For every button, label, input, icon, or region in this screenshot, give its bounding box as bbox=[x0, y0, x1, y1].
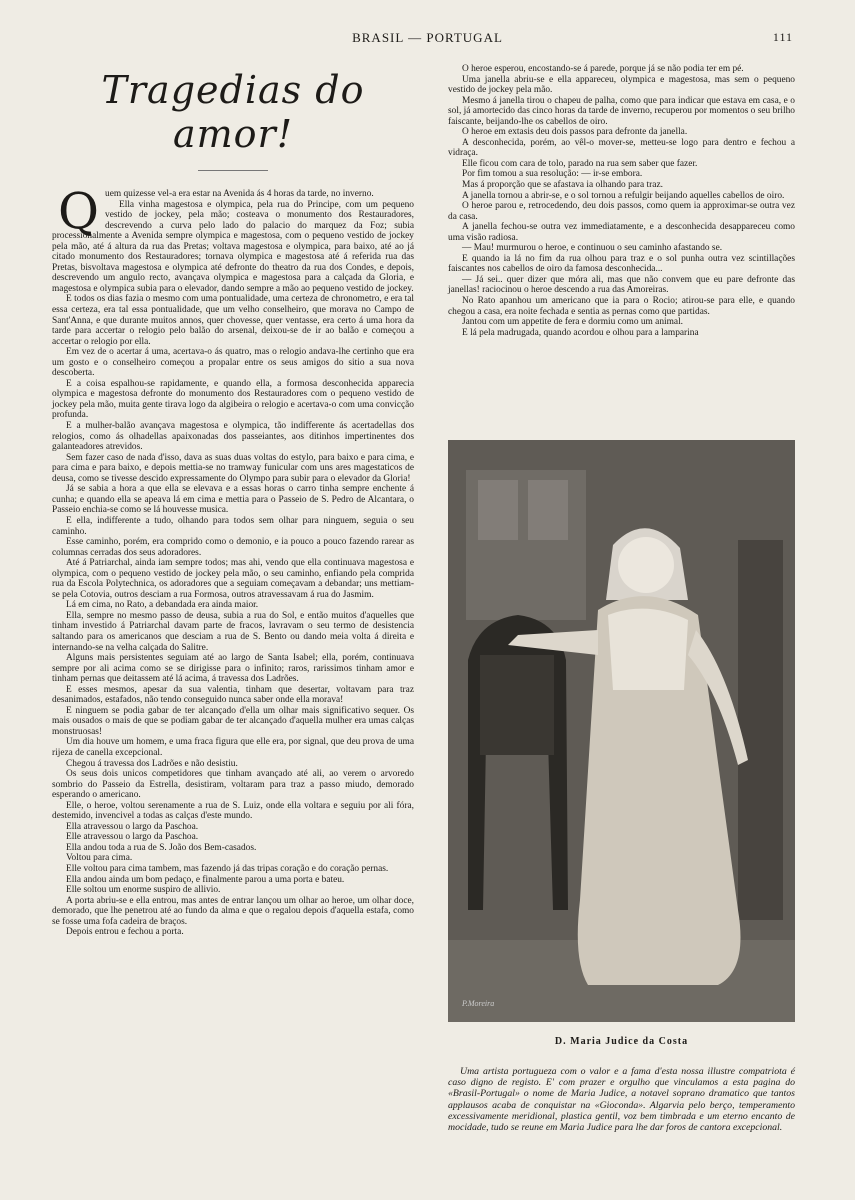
paragraph: Alguns mais persistentes seguiam até ao largo de Santa Isabel; ella, porém, continuava sempre por ali acima como se se dirigisse para o infinito; raros, rarissimos tinham amor e tinham pernas que deitassem até lá acima, á travessa dos Ladrões. bbox=[52, 653, 414, 685]
paragraph: Ella vinha magestosa e olympica, pela rua do Principe, com um pequeno vestido de jockey, pela mão; costeava o monumento dos Restauradores, descrevendo a curva pelo lado do palacio do marquez da Foz; subia processionalmente a Avenida sempre olympica e magestosa, com o pequeno vestido de jockey pela mão, até á altura da rua das Pretas; voltava magestosa e olympica, para baixo, até ao já citado monumento dos Restauradores; tornava olympica e magestosa até á referida rua das Pretas, bisvoltava magestosa e olympica até defronte do theatro da rua dos Condes, e depois, descrevendo um angulo recto, avançava olympica e magestosa para a calçada da Gloria, e magestosa e olympica subia para o elevador, dando sempre a mão ao pequeno vestido de jockey. bbox=[52, 199, 414, 294]
left-column bbox=[52, 60, 414, 938]
paragraph: E ninguem se podia gabar de ter alcançado d'ella um olhar mais significativo sequer. Os mais ousados o mais de que se podiam gabar de ter alcançado d'aquella mulher era umas calças monstruosas! bbox=[52, 705, 414, 737]
paragraph: — Mau! murmurou o heroe, e continuou o seu caminho afastando se. bbox=[462, 243, 723, 254]
paragraph-text: uem quizesse vel-a era estar na Avenida ás 4 horas da tarde, no inverno. bbox=[105, 189, 374, 199]
right-column-text bbox=[448, 64, 795, 338]
portrait-illustration bbox=[448, 440, 795, 1022]
paragraph: E a mulher-balão avançava magestosa e olympica, tão indifferente ás acertadellas dos relogios, como ás olhadellas apaixonadas dos passeiantes, aos ditinhos impertinentes dos galanteadores atrevidos. bbox=[52, 421, 414, 453]
paragraph: Ella, sempre no mesmo passo de deusa, subia a rua do Sol, e então muitos d'aquelles que tinham investido á Patriarchal davam parte de fracos, lavravam o seu termo de desistencia saltando para os americanos que desciam a rua de S. Bento ou dando meia volta á direita e internando-se na velha calçada do Salitre. bbox=[52, 610, 414, 653]
paragraph: Já se sabia a hora a que ella se elevava e a essas horas o carro tinha sempre enchente á cunha; e quando ella se apeava lá em cima e mettia para o Passeio de S. Pedro de Alcantara, o Passeio enchia-se como se lá houvesse musica. bbox=[52, 484, 414, 516]
paragraph: Mas á proporção que se afastava ia olhando para traz. bbox=[462, 180, 663, 191]
page-header bbox=[0, 30, 855, 50]
photo-caption: D. Maria Judice da Costa bbox=[554, 1036, 689, 1047]
paragraph: E lá pela madrugada, quando acordou e olhou para a lamparina bbox=[462, 327, 699, 338]
paragraph: Elle voltou para cima tambem, mas fazendo já das tripas coração e do coração pernas. bbox=[66, 864, 389, 874]
paragraph: A porta abriu-se e ella entrou, mas antes de entrar lançou um olhar ao heroe, um olhar doce, demorado, que lhe penetrou até ao fundo da alma e que o regalou depois d'aquella estafa, como se fosse uma fofa cadeira de braços. bbox=[52, 895, 414, 927]
paragraph: Jantou com um appetite de fera e dormiu como um animal. bbox=[462, 317, 684, 328]
paragraph: Elle, o heroe, voltou serenamente a rua de S. Luiz, onde ella voltara e seguiu por ali fóra, destemido, invencivel a todas as calças d'este mundo. bbox=[52, 800, 414, 822]
paragraph: Mesmo á janella tirou o chapeu de palha, como que para indicar que estava em casa, e o sol, já amortecido das cinco horas da tarde de inverno, recuperou por momentos o seu brilho faiscante, beijando-lhe os cabellos de oiro. bbox=[448, 95, 795, 127]
article-title: Tragedias do amor! bbox=[101, 68, 365, 156]
paragraph: A janella fechou-se outra vez immediatamente, e a desconhecida desappareceu como uma visão radiosa. bbox=[448, 222, 795, 243]
paragraph: Depois entrou e fechou a porta. bbox=[66, 927, 184, 938]
paragraph: Os seus dois unicos competidores que tinham avançado até ali, ao verem o arvoredo sombrio do Passeio da Estrella, desistiram, voltaram para traz a passo miudo, demorado esperando o americano. bbox=[52, 769, 414, 801]
paragraph: E ella, indifferente a tudo, olhando para todos sem olhar para ninguem, seguia o seu caminho. bbox=[52, 515, 414, 537]
paragraph: A desconhecida, porém, ao vêl-o mover-se, metteu-se logo para dentro e fechou a vidraça. bbox=[448, 137, 795, 159]
paragraph: A janella tornou a abrir-se, e o sol tornou a refulgir beijando aquelles cabellos de oiro. bbox=[462, 190, 785, 201]
paragraph: Por fim tomou a sua resolução: — ir-se embora. bbox=[462, 169, 643, 180]
paragraph: Lá em cima, no Rato, a debandada era ainda maior. bbox=[66, 600, 259, 611]
paragraph: E esses mesmos, apesar da sua valentia, tinham que desertar, voltavam para traz desanimados, estafados, não tendo conseguido nunca saber onde ella morava! bbox=[52, 684, 414, 706]
paragraph: O heroe esperou, encostando-se á parede, porque já se não podia ter em pé. bbox=[462, 64, 744, 74]
photo-signature: P.Moreira bbox=[462, 999, 495, 1008]
paragraph: Voltou para cima. bbox=[66, 853, 133, 864]
paragraph: Ella andou toda a rua de S. João dos Bem-casados. bbox=[66, 842, 257, 853]
title-divider bbox=[198, 170, 268, 171]
paragraph: Uma janella abriu-se e ella appareceu, olympica e magestosa, mas sem o pequeno vestido de jockey pela mão. bbox=[448, 74, 795, 96]
running-title: BRASIL — PORTUGAL bbox=[352, 30, 503, 45]
paragraph: No Rato apanhou um americano que ia para o Rocio; atirou-se para elle, e quando chegou a casa, era noite fechada e sentia as pernas como que partidas. bbox=[448, 296, 795, 317]
drop-cap: Q bbox=[58, 182, 99, 240]
paragraph: Sem fazer caso de nada d'isso, dava as suas duas voltas do estylo, para baixo e para cima, e para cima e para baixo, e depois mettia-se no tramway funicular com uns ares magestaticos de deusa, como se tivesse descido expressamente do Olympo para subir para o elevador da Gloria! bbox=[52, 452, 414, 484]
paragraph: Até á Patriarchal, ainda iam sempre todos; mas ahi, vendo que ella continuava magestosa e olympica, com o pequeno vestido de jockey pela mão, o seu caminho, enfiando pela comprida rua da Escola Polytechnica, os adoradores que a seguiam começavam a debandar; uns mettiam-se pela Cotovia, outros desciam a rua Formosa, outros atravessavam á rua do Jasmim. bbox=[52, 558, 414, 600]
paragraph: Ella atravessou o largo da Paschoa. bbox=[66, 821, 199, 832]
paragraph: Elle atravessou o largo da Paschoa. bbox=[66, 832, 199, 843]
paragraph: — Já sei.. quer dizer que móra ali, mas que não convem que eu pare defronte das janellas! raciocinou o heroe descendo a rua das Amoreiras. bbox=[448, 274, 795, 296]
first-paragraph bbox=[52, 182, 414, 240]
paragraph: O heroe parou e, retrocedendo, deu dois passos, como quem ia approximar-se outra vez da casa. bbox=[448, 201, 795, 222]
paragraph: Um dia houve um homem, e uma fraca figura que elle era, por signal, que deu prova de uma rijeza de canella excepcional. bbox=[52, 737, 414, 758]
paragraph: Elle ficou com cara de tolo, parado na rua sem saber que fazer. bbox=[462, 158, 698, 169]
paragraph: Esse caminho, porém, era comprido como o demonio, e ia pouco a pouco fazendo rarear as columnas cerradas dos seus adoradores. bbox=[52, 537, 414, 558]
paragraph: Elle soltou um enorme suspiro de allivio. bbox=[66, 885, 221, 896]
portrait-photo bbox=[448, 440, 795, 1022]
paragraph: Ella andou ainda um bom pedaço, e finalmente parou a uma porta e bateu. bbox=[66, 874, 345, 885]
paragraph: Chegou á travessa dos Ladrões e não desistiu. bbox=[66, 758, 238, 769]
paragraph: E todos os dias fazia o mesmo com uma pontualidade, uma certeza de chronometro, e era tal essa certeza, era tal essa pontualidade, que um velho conselheiro, que morava no Campo de Sant'Anna, e que durante muitos annos, quer chovesse, quer ventasse, era certo á uma hora da tarde para accertar o relogio pelo balão do arsenal, deixou-se de ir ao balão e começou a accertar o relogio por ella. bbox=[52, 294, 414, 347]
photo-blurb-text: Uma artista portugueza com o valor e a fama d'esta nossa illustre compatriota é caso digno de registo. E' com prazer e orgulho que vinculamos a esta pagina do «Brasil-Portugal» o nome de Maria Judice, a notavel soprano dramatico que tantos applausos acaba de conquistar na «Gioconda». Algarvia pelo berço, temperamento excessivamente meridional, plastica gentil, voz bem timbrada e um eterno encanto de mocidade, tudo se reune em Maria Judice para lhe dar foros de cantora excepcional. bbox=[448, 1066, 795, 1134]
paragraph: E a coisa espalhou-se rapidamente, e quando ella, a formosa desconhecida apparecia olympica e magestosa defronte do monumento dos Restauradores com o pequeno vestido de jockey pela mão, muita gente tirava logo da algibeira o relogio e acertava-o com uma convicção profunda. bbox=[52, 378, 414, 421]
page-number: 111 bbox=[772, 30, 793, 44]
paragraph: Em vez de o acertar á uma, acertava-o ás quatro, mas o relogio andava-lhe certinho que era um gosto e o conselheiro começou a propalar entre os seus amigos do sitio a sua nova descoberta. bbox=[52, 347, 414, 379]
paragraph: O heroe em extasis deu dois passos para defronte da janella. bbox=[462, 127, 688, 138]
photo-blurb bbox=[448, 1066, 795, 1133]
right-column bbox=[448, 64, 795, 338]
paragraph: E quando ia lá no fim da rua olhou para traz e o sol punha outra vez scintillações faiscantes nos cabellos de oiro da famosa desconhecida... bbox=[448, 253, 795, 275]
left-column-text bbox=[52, 182, 414, 938]
